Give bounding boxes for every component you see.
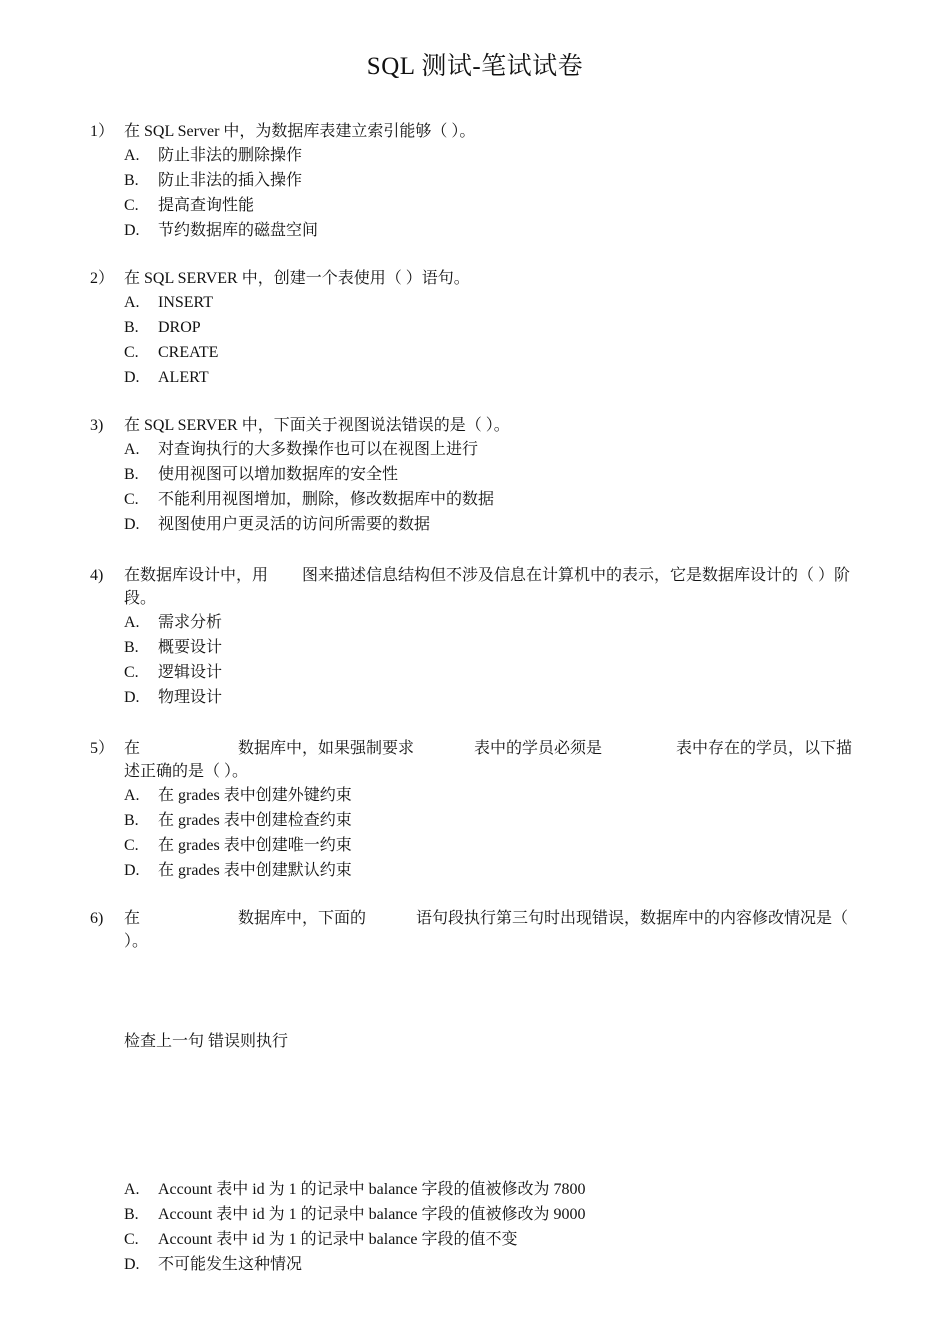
option-text: 逻辑设计 (158, 664, 223, 681)
question-number: 4) (90, 567, 104, 584)
option-text: 概要设计 (158, 639, 223, 656)
question-1 (90, 120, 862, 243)
option-letter: A. (124, 294, 140, 311)
option-b (124, 635, 862, 660)
option-a (124, 143, 862, 168)
option-text: 对查询执行的大多数操作也可以在视图上进行 (158, 441, 479, 458)
option-b (124, 462, 862, 487)
question-4 (90, 564, 862, 710)
option-c (124, 193, 862, 218)
option-b (124, 1202, 862, 1227)
option-text: ALERT (158, 369, 209, 386)
question-number: 6) (90, 910, 104, 927)
question-number: 2） (90, 270, 115, 287)
option-text: 在 grades 表中创建外键约束 (158, 787, 352, 804)
option-text: Account 表中 id 为 1 的记录中 balance 字段的值被修改为 7800 (158, 1181, 586, 1198)
option-letter: A. (124, 787, 140, 804)
option-c (124, 487, 862, 512)
option-letter: A. (124, 614, 140, 631)
question-text-part: 数据库中，下面的 (238, 910, 367, 927)
option-text: 不可能发生这种情况 (158, 1256, 303, 1273)
option-text: Account 表中 id 为 1 的记录中 balance 字段的值被修改为 9000 (158, 1206, 586, 1223)
option-text: 不能利用视图增加，删除，修改数据库中的数据 (158, 491, 495, 508)
option-text: 使用视图可以增加数据库的安全性 (158, 466, 399, 483)
option-letter: B. (124, 172, 139, 189)
option-letter: C. (124, 664, 139, 681)
option-c (124, 1227, 862, 1252)
option-c (124, 340, 862, 365)
option-text: 在 grades 表中创建唯一约束 (158, 837, 352, 854)
option-text: INSERT (158, 294, 214, 311)
option-letter: C. (124, 837, 139, 854)
question-text: 在 SQL SERVER 中，下面关于视图说法错误的是（ ）。 (124, 417, 510, 434)
question-3 (90, 414, 862, 537)
option-letter: D. (124, 862, 140, 879)
option-d (124, 365, 862, 390)
question-number: 3) (90, 417, 104, 434)
question-text-part: 图来描述信息结构但不涉及信息在计算机中的表示，它是数据库设计的（ ）阶段。 (124, 567, 851, 607)
option-letter: B. (124, 319, 139, 336)
page-title: SQL 测试-笔试试卷 (366, 53, 584, 80)
option-text: 视图使用户更灵活的访问所需要的数据 (158, 516, 431, 533)
question-text-part: 语句段执行第三句时出现错误，数据库中的内容修改情况是（ ）。 (124, 910, 849, 950)
question-2 (90, 267, 862, 390)
option-text: 在 grades 表中创建检查约束 (158, 812, 352, 829)
option-letter: D. (124, 222, 140, 239)
option-d (124, 858, 862, 883)
question-6-note: 检查上一句 错误则执行 (124, 1033, 289, 1050)
option-letter: A. (124, 1181, 140, 1198)
question-text-part: 在 (124, 740, 141, 757)
option-text: 物理设计 (158, 689, 223, 706)
option-b (124, 168, 862, 193)
option-letter: C. (124, 1231, 139, 1248)
question-text-part: 在数据库设计中，用 (124, 567, 269, 584)
option-d (124, 685, 862, 710)
question-text-part: 在 (124, 910, 141, 927)
question-text-part: 表中的学员必须是 (474, 740, 603, 757)
question-6-options (90, 1177, 862, 1277)
option-text: Account 表中 id 为 1 的记录中 balance 字段的值不变 (158, 1231, 518, 1248)
option-text: 防止非法的删除操作 (158, 147, 303, 164)
option-text: CREATE (158, 344, 219, 361)
option-letter: C. (124, 344, 139, 361)
option-text: 防止非法的插入操作 (158, 172, 303, 189)
question-text-part: 数据库中，如果强制要求 (238, 740, 415, 757)
option-letter: D. (124, 369, 140, 386)
question-text: 在 SQL Server 中，为数据库表建立索引能够（ ）。 (124, 123, 476, 140)
option-b (124, 808, 862, 833)
option-c (124, 660, 862, 685)
question-text (124, 564, 862, 610)
option-letter: D. (124, 516, 140, 533)
option-c (124, 833, 862, 858)
option-text: 在 grades 表中创建默认约束 (158, 862, 352, 879)
option-letter: A. (124, 441, 140, 458)
option-letter: A. (124, 147, 140, 164)
question-text (124, 737, 862, 783)
option-text: 提高查询性能 (158, 197, 255, 214)
option-a (124, 1177, 862, 1202)
option-letter: B. (124, 1206, 139, 1223)
question-5 (90, 737, 862, 883)
question-text (124, 907, 862, 953)
option-d (124, 218, 862, 243)
option-d (124, 512, 862, 537)
question-number: 5） (90, 740, 115, 757)
question-6 (90, 907, 862, 953)
option-text: 需求分析 (158, 614, 223, 631)
option-a (124, 437, 862, 462)
option-letter: C. (124, 491, 139, 508)
option-letter: B. (124, 466, 139, 483)
option-letter: B. (124, 812, 139, 829)
option-letter: D. (124, 1256, 140, 1273)
option-text: 节约数据库的磁盘空间 (158, 222, 319, 239)
option-letter: B. (124, 639, 139, 656)
question-number: 1） (90, 123, 115, 140)
option-a (124, 610, 862, 635)
question-text-part: 表中存在的学员，以下描述正确的是（ ）。 (124, 740, 853, 780)
option-b (124, 315, 862, 340)
option-letter: D. (124, 689, 140, 706)
option-a (124, 783, 862, 808)
option-letter: C. (124, 197, 139, 214)
question-text: 在 SQL SERVER 中，创建一个表使用（ ）语句。 (124, 270, 470, 287)
option-text: DROP (158, 319, 201, 336)
option-a (124, 290, 862, 315)
option-d (124, 1252, 862, 1277)
